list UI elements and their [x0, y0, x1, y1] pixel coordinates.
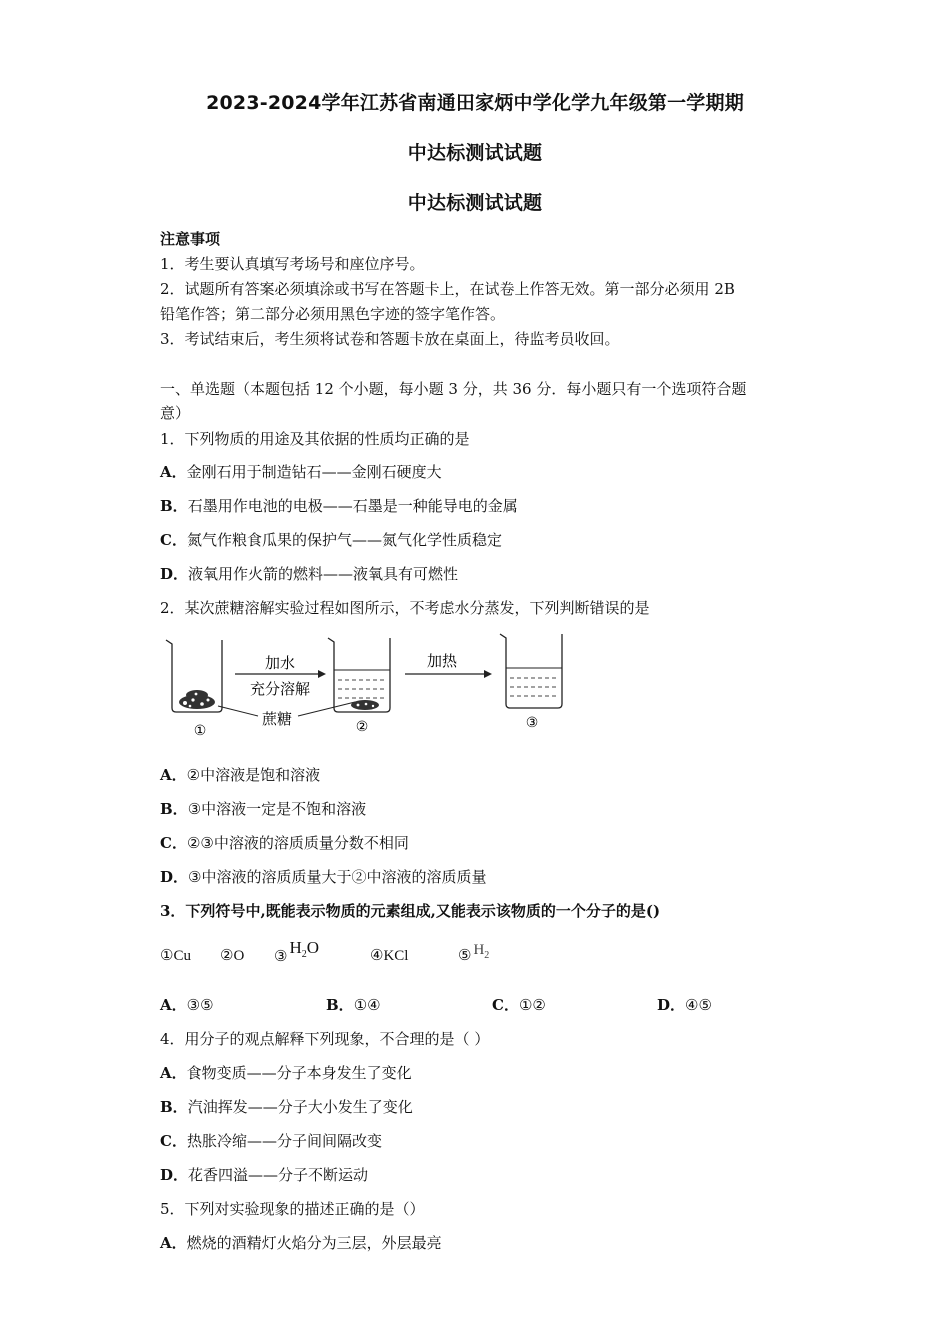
- symbol-number: ⑤: [458, 948, 472, 964]
- beaker-1: [166, 640, 222, 712]
- notice-item-2: 2．试题所有答案必须填涂或书写在答题卡上，在试卷上作答无效。第一部分必须用 2B: [160, 280, 735, 298]
- beaker-2: [328, 638, 390, 712]
- sugar-dissolving-diagram: [160, 628, 580, 738]
- question-3-option-b: [326, 994, 381, 1015]
- question-2-option-a: [160, 764, 320, 785]
- question-1-option-b: [160, 495, 518, 516]
- option-label: C．: [160, 834, 187, 852]
- symbol-subscript: 2: [484, 950, 490, 961]
- option-text: ③中溶液的溶质质量大于②中溶液的溶质质量: [188, 868, 487, 886]
- option-text: 液氧用作火箭的燃料——液氧具有可燃性: [188, 565, 459, 583]
- undissolved-sugar: [351, 700, 379, 710]
- option-text: ①④: [353, 996, 381, 1014]
- page-title-line3: 中达标测试试题: [407, 192, 543, 214]
- option-label: B．: [160, 1098, 188, 1116]
- option-label: C．: [492, 996, 519, 1014]
- symbol-number: ④: [370, 948, 384, 964]
- symbol-item-5: [458, 940, 490, 964]
- sugar-pointer-right: [298, 702, 355, 716]
- beaker-label-1: ①: [193, 723, 207, 738]
- symbol-number: ③: [274, 949, 288, 965]
- symbol-formula: H: [289, 938, 302, 957]
- sugar-pointer-left: [218, 706, 258, 716]
- option-text: ①②: [518, 996, 546, 1014]
- arrow-2-top-label: 加热: [426, 653, 458, 670]
- option-label: A．: [160, 463, 187, 481]
- question-1-stem: 1．下列物质的用途及其依据的性质均正确的是: [160, 430, 470, 448]
- symbol-item-4: [370, 946, 408, 965]
- question-4-option-b: [160, 1096, 413, 1117]
- symbol-formula: Cu: [173, 948, 191, 964]
- question-5-stem: 5．下列对实验现象的描述正确的是（）: [160, 1200, 425, 1218]
- symbol-formula-tail: O: [306, 938, 320, 957]
- symbol-number: ①: [160, 948, 174, 964]
- symbol-item-1: [160, 946, 191, 965]
- arrow-1-bottom-label: 充分溶解: [249, 681, 311, 698]
- option-label: B．: [160, 800, 188, 818]
- option-label: C．: [160, 1132, 187, 1150]
- notice-item-2-cont: 铅笔作答；第二部分必须用黑色字迹的签字笔作答。: [160, 305, 506, 323]
- question-3-option-c: [492, 994, 546, 1015]
- arrow-2-head: [484, 670, 492, 678]
- option-text: ②中溶液是饱和溶液: [186, 766, 321, 784]
- option-label: C．: [160, 531, 187, 549]
- symbol-number: ②: [220, 948, 234, 964]
- question-2-option-c: [160, 832, 409, 853]
- option-text: 热胀冷缩——分子间间隔改变: [186, 1132, 382, 1150]
- option-label: A．: [160, 1064, 187, 1082]
- option-label: D．: [160, 1166, 189, 1184]
- option-text: 汽油挥发——分子大小发生了变化: [187, 1098, 413, 1116]
- question-4-stem: 4．用分子的观点解释下列现象，不合理的是（ ）: [160, 1030, 490, 1048]
- sugar-pile: [179, 690, 215, 709]
- symbol-formula: O: [233, 948, 245, 964]
- symbol-item-2: [220, 946, 244, 965]
- beaker-label-3: ③: [525, 715, 539, 731]
- option-text: ②③中溶液的溶质质量分数不相同: [186, 834, 409, 852]
- symbol-formula: H: [473, 942, 485, 958]
- question-4-option-c: [160, 1130, 382, 1151]
- question-3-option-a: [160, 994, 214, 1015]
- option-text: 花香四溢——分子不断运动: [188, 1166, 369, 1184]
- question-4-option-d: [160, 1164, 368, 1185]
- question-1-option-c: [160, 529, 502, 550]
- question-2-option-d: [160, 866, 486, 887]
- option-text: 石墨用作电池的电极——石墨是一种能导电的金属: [187, 497, 518, 515]
- symbol-subscript: 2: [301, 949, 307, 960]
- option-label: B．: [160, 497, 188, 515]
- question-5-option-a: [160, 1232, 442, 1253]
- question-3-stem: 3．下列符号中,既能表示物质的元素组成,又能表示该物质的一个分子的是(): [160, 902, 661, 920]
- beaker-3: [500, 634, 562, 708]
- section-heading: 一、单选题（本题包括 12 个小题，每小题 3 分，共 36 分．每小题只有一个选项符合题: [160, 380, 747, 398]
- question-4-option-a: [160, 1062, 412, 1083]
- symbol-item-3: [274, 938, 320, 965]
- option-text: 食物变质——分子本身发生了变化: [186, 1064, 412, 1082]
- page-title-line2: 中达标测试试题: [407, 142, 543, 164]
- page-title-line1: 2023-2024学年江苏省南通田家炳中学化学九年级第一学期期: [206, 92, 744, 114]
- option-label: D．: [657, 996, 686, 1014]
- option-text: 燃烧的酒精灯火焰分为三层，外层最亮: [186, 1234, 442, 1252]
- option-label: A．: [160, 766, 187, 784]
- option-label: B．: [326, 996, 354, 1014]
- question-3-option-d: [657, 994, 712, 1015]
- arrow-1-top-label: 加水: [264, 655, 296, 672]
- section-heading-cont: 意）: [160, 404, 191, 422]
- symbol-formula: KCl: [383, 948, 409, 964]
- option-text: ④⑤: [685, 996, 712, 1014]
- question-2-stem: 2．某次蔗糖溶解实验过程如图所示，不考虑水分蒸发，下列判断错误的是: [160, 599, 650, 617]
- option-text: ③中溶液一定是不饱和溶液: [187, 800, 367, 818]
- question-1-option-d: [160, 563, 458, 584]
- option-text: ③⑤: [186, 996, 214, 1014]
- arrow-1-head: [318, 670, 326, 678]
- notice-heading: 注意事项: [160, 230, 221, 248]
- option-label: D．: [160, 868, 189, 886]
- option-text: 氮气作粮食瓜果的保护气——氮气化学性质稳定: [186, 531, 502, 549]
- question-2-option-b: [160, 798, 366, 819]
- option-label: A．: [160, 996, 187, 1014]
- beaker-label-2: ②: [355, 719, 369, 735]
- notice-item-3: 3．考试结束后，考生须将试卷和答题卡放在桌面上，待监考员收回。: [160, 330, 620, 348]
- notice-item-1: 1．考生要认真填写考场号和座位序号。: [160, 255, 425, 273]
- sugar-label: 蔗糖: [261, 711, 293, 728]
- option-label: A．: [160, 1234, 187, 1252]
- option-text: 金刚石用于制造钻石——金刚石硬度大: [186, 463, 442, 481]
- question-1-option-a: [160, 461, 442, 482]
- option-label: D．: [160, 565, 189, 583]
